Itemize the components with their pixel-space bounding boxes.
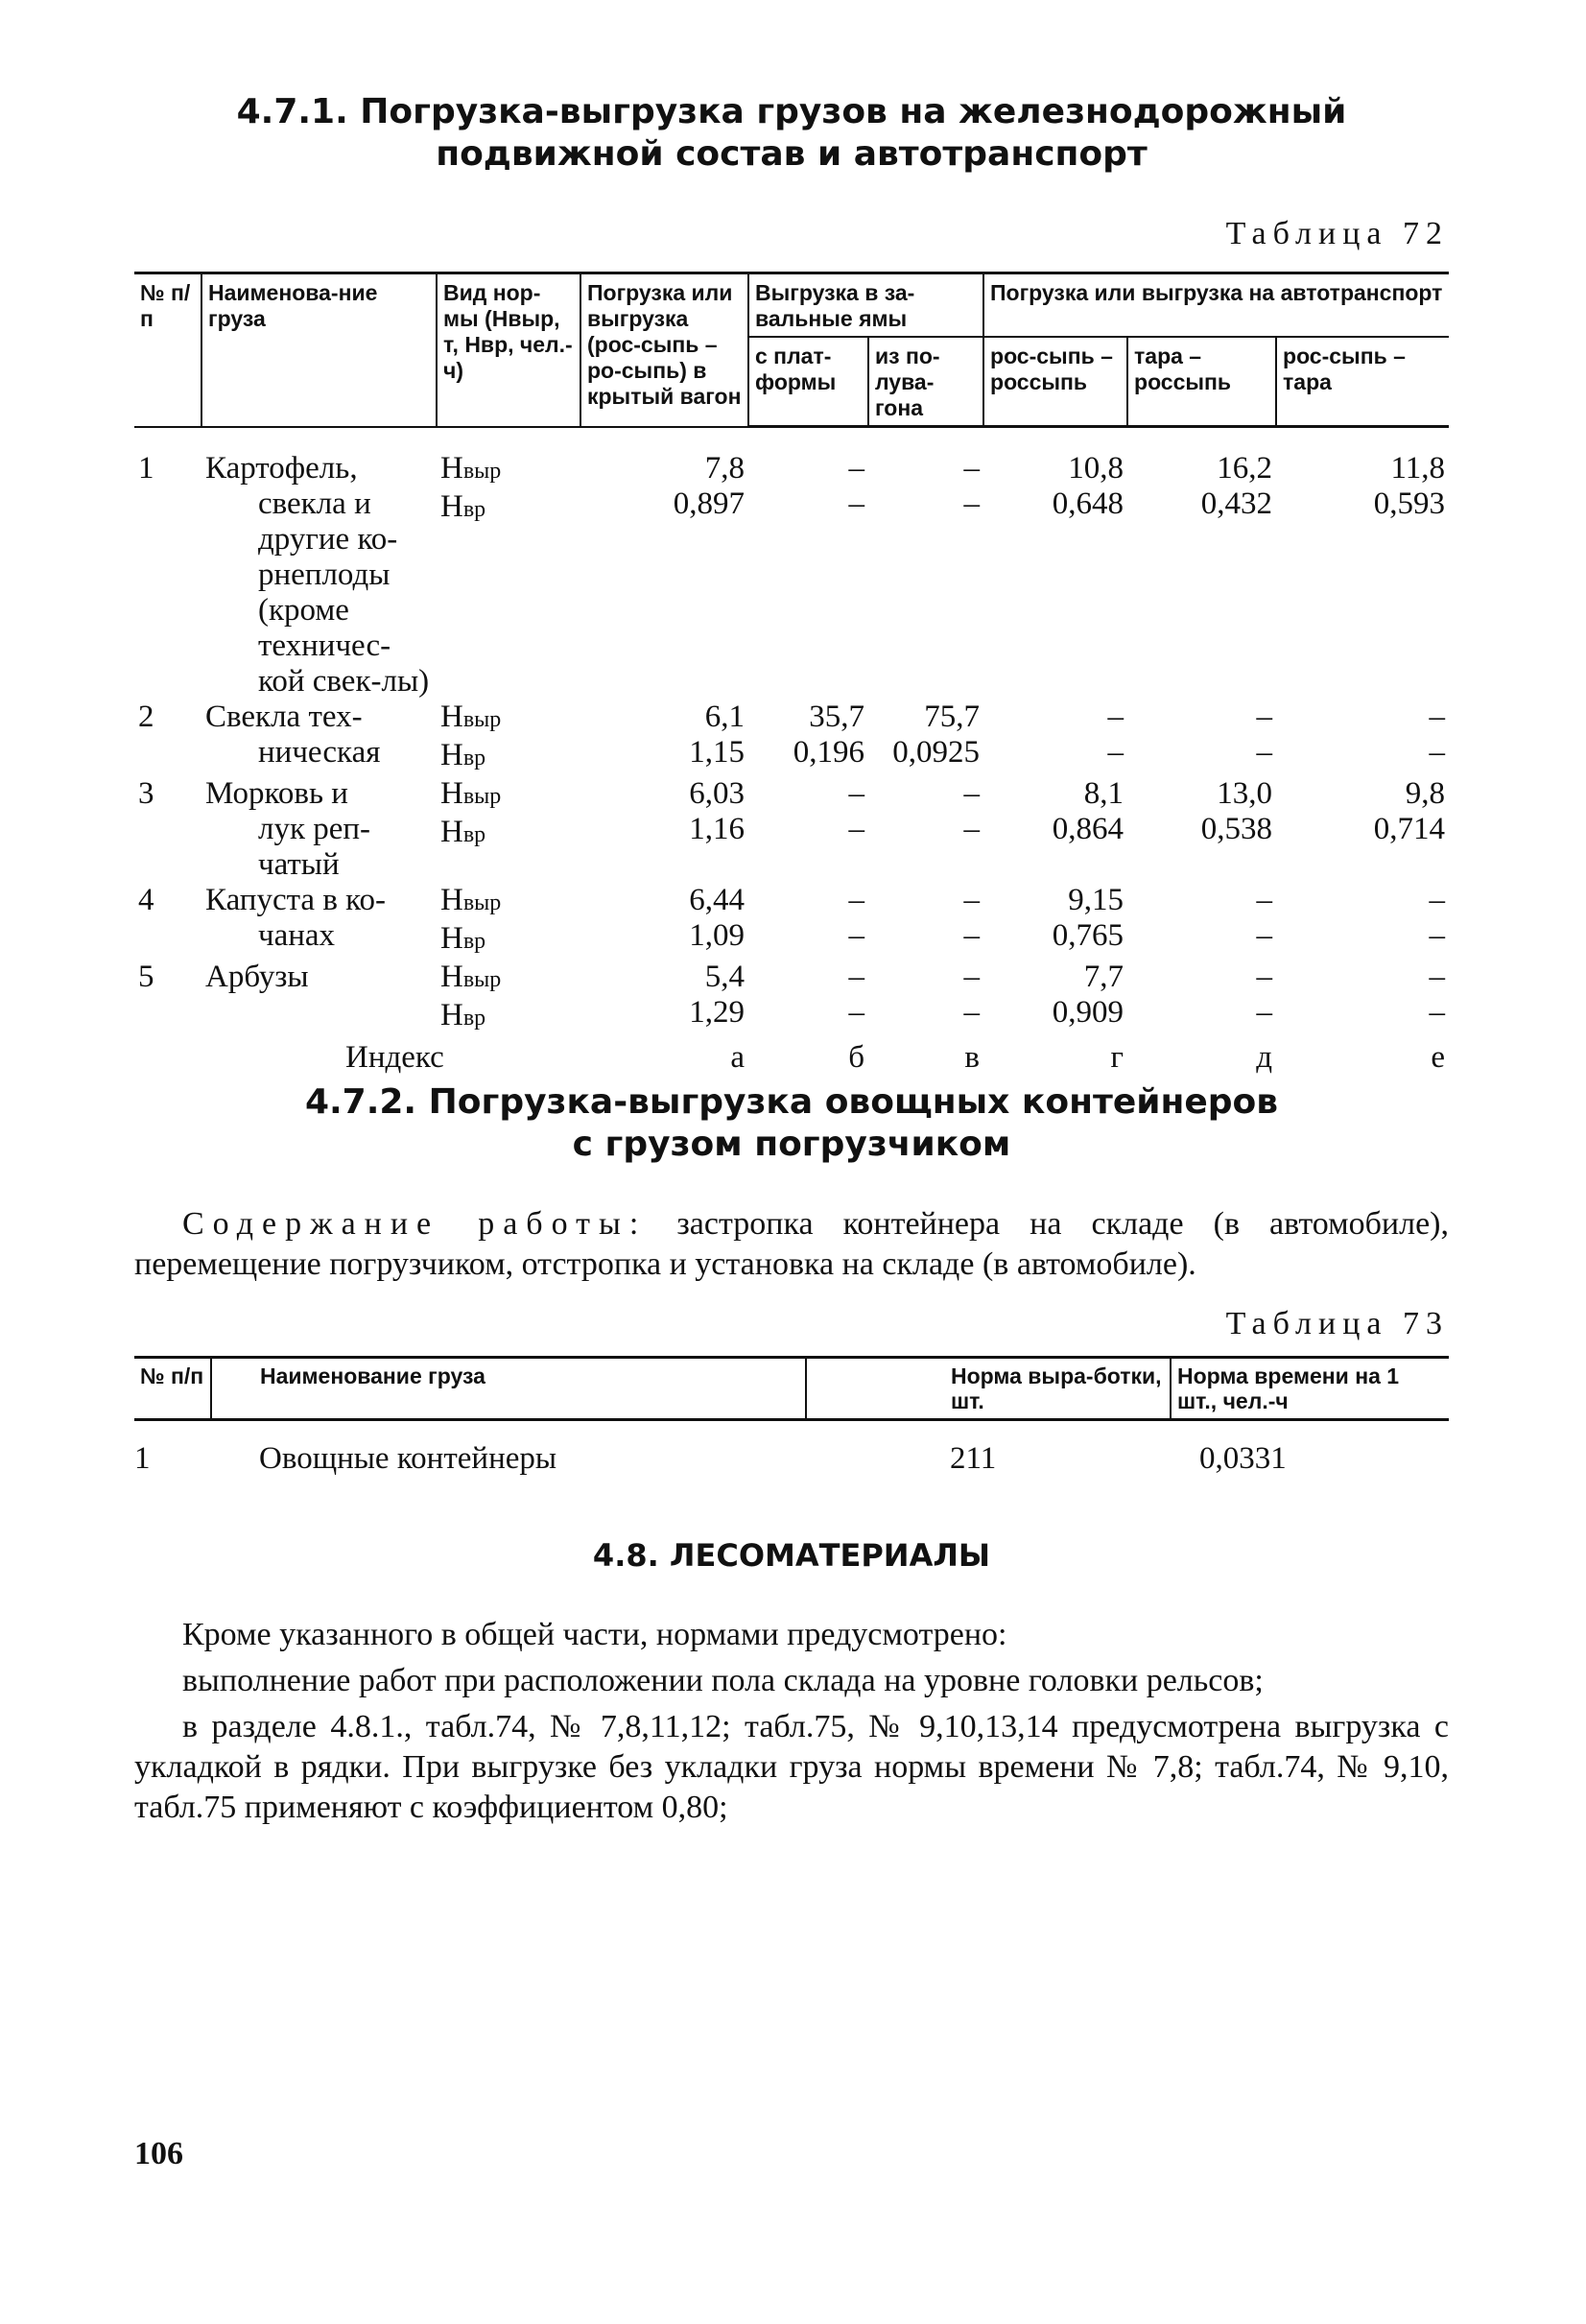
index-v: в — [964, 1040, 981, 1075]
table-row — [134, 776, 1449, 883]
cell-g: 8,1 0,864 — [1052, 776, 1124, 846]
cell-v: – – — [963, 960, 981, 1030]
row-number: 4 — [138, 883, 154, 917]
index-label: Индекс — [345, 1040, 444, 1075]
row-number: 1 — [138, 451, 154, 486]
cell-d: – – — [1256, 960, 1273, 1030]
cell-a: 7,8 0,897 — [673, 451, 745, 521]
header-pits-halfwagon: из по-лува-гона — [868, 337, 983, 427]
cell-g: 9,15 0,765 — [1052, 883, 1124, 953]
paragraph: Кроме указанного в общей части, нормами предусмотрено: — [182, 1617, 1007, 1652]
row-number: 5 — [138, 960, 154, 994]
cell-g: – – — [1107, 700, 1124, 770]
cell-d: – – — [1256, 700, 1273, 770]
cargo-name: Картофель, свекла и другие ко-рнеплоды (кроме техничес-кой свек-лы) — [205, 451, 430, 699]
paragraph: в разделе 4.8.1., табл.74, № 7,8,11,12; табл.75, № 9,10,13,14 предусмотрена выгрузка с укладкой в рядки. При выгрузке без укладки груза нормы времени № 7,8; табл.74, № 9,10, табл.75 применяют с коэффициентом 0,80; — [134, 1709, 1449, 1825]
cell-v: – – — [963, 776, 981, 846]
paragraph: выполнение работ при расположении пола склада на уровне головки рельсов; — [182, 1663, 1264, 1698]
header-covered-wagon: Погрузка или выгрузка (рос-сыпь – ро-сыпь) в крытый вагон — [580, 273, 748, 427]
cargo-name: Морковь и лук реп-чатый — [205, 776, 371, 882]
cargo-name: Свекла тех- ническая — [205, 700, 381, 770]
cell-v: – – — [963, 451, 981, 521]
index-row — [134, 1036, 1449, 1076]
section-title-line: 4.7.1. Погрузка-выгрузка грузов на железнодорожный — [236, 92, 1347, 131]
table-73 — [134, 1356, 1449, 1477]
header-output: Норма выра-ботки, шт. — [806, 1358, 1171, 1420]
table-73-caption: Таблица 73 — [1225, 1306, 1449, 1341]
header-name: Наименова-ние груза — [201, 273, 437, 427]
index-a: а — [730, 1040, 745, 1075]
table-72-caption: Таблица 72 — [1225, 216, 1449, 251]
header-norm-type: Вид нор-мы (Нвыр, т, Нвр, чел.-ч) — [437, 273, 580, 427]
cell-g: 10,8 0,648 — [1052, 451, 1124, 521]
work-content-text: застропка контейнера на складе (в автомобиле), перемещение погрузчиком, отстропка и установка на складе (в автомобиле). — [134, 1206, 1450, 1282]
section-title-line: подвижной состав и автотранспорт — [436, 134, 1148, 174]
cell-e: 9,8 0,714 — [1373, 776, 1446, 846]
cell-e: – – — [1429, 960, 1446, 1030]
norm-type: Нвыр Нвр — [440, 776, 502, 849]
row-number: 2 — [138, 700, 154, 734]
cell-g: 7,7 0,909 — [1052, 960, 1124, 1030]
cell-v: 75,7 0,0925 — [892, 700, 981, 770]
cargo-name: Капуста в ко- чанах — [205, 883, 386, 953]
header-auto: Погрузка или выгрузка на автотранспорт — [983, 273, 1449, 338]
cell-v: – – — [963, 883, 981, 953]
cell-b: – – — [848, 776, 864, 846]
page-number: 106 — [134, 2136, 183, 2171]
work-content-paragraph — [134, 1204, 1449, 1285]
cell-b: – – — [848, 960, 864, 1030]
table-row — [134, 700, 1449, 776]
row-number: 3 — [138, 776, 154, 811]
index-g: г — [1110, 1040, 1124, 1075]
table-row — [134, 883, 1449, 960]
index-e: е — [1431, 1040, 1446, 1075]
cell-d: – – — [1256, 883, 1273, 953]
section-4-8-title: 4.8. ЛЕСОМАТЕРИАЛЫ — [592, 1537, 991, 1574]
cell-b: – – — [848, 451, 864, 521]
header-auto-tare-bulk: тара – россыпь — [1127, 337, 1276, 427]
section-4-7-2-heading — [134, 1081, 1449, 1166]
section-4-7-1-heading — [134, 91, 1449, 176]
table-row — [134, 960, 1449, 1036]
cell-a: 6,44 1,09 — [689, 883, 745, 953]
cell-a: 6,03 1,16 — [689, 776, 745, 846]
work-content-label: Содержание работы: — [182, 1206, 648, 1242]
cell-e: – – — [1429, 883, 1446, 953]
norm-type: Нвыр Нвр — [440, 700, 502, 772]
header-name: Наименование груза — [211, 1358, 806, 1420]
cargo-name: Овощные контейнеры — [259, 1441, 557, 1476]
output-norm: 211 — [950, 1441, 997, 1476]
section-title-line: с грузом погрузчиком — [572, 1125, 1011, 1164]
header-num: № п/п — [134, 1358, 211, 1420]
header-pits-platform: с плат-формы — [748, 337, 868, 427]
table-72 — [134, 272, 1449, 1076]
cell-b: – – — [848, 883, 864, 953]
cell-a: 6,1 1,15 — [689, 700, 745, 770]
cell-d: 16,2 0,432 — [1200, 451, 1273, 521]
header-num: № п/п — [134, 273, 201, 427]
header-pits: Выгрузка в за-вальные ямы — [748, 273, 983, 338]
table-row — [134, 1420, 1449, 1478]
norm-type: Нвыр Нвр — [440, 451, 502, 524]
cell-e: 11,8 0,593 — [1373, 451, 1446, 521]
index-d: д — [1256, 1040, 1273, 1075]
cell-d: 13,0 0,538 — [1200, 776, 1273, 846]
table-row — [134, 451, 1449, 700]
time-norm: 0,0331 — [1199, 1441, 1287, 1476]
cell-b: 35,7 0,196 — [793, 700, 864, 770]
section-title-line: 4.7.2. Погрузка-выгрузка овощных контейнеров — [304, 1082, 1279, 1122]
header-auto-bulk-tare: рос-сыпь – тара — [1276, 337, 1449, 427]
index-b: б — [848, 1040, 864, 1075]
row-number: 1 — [134, 1441, 151, 1476]
document-page — [134, 91, 1449, 1828]
norm-type: Нвыр Нвр — [440, 883, 502, 956]
cell-e: – – — [1429, 700, 1446, 770]
cargo-name: Арбузы — [205, 960, 309, 994]
header-auto-bulk-bulk: рос-сыпь – россыпь — [983, 337, 1127, 427]
header-time: Норма времени на 1 шт., чел.-ч — [1171, 1358, 1449, 1420]
cell-a: 5,4 1,29 — [689, 960, 745, 1030]
norm-type: Нвыр Нвр — [440, 960, 502, 1032]
